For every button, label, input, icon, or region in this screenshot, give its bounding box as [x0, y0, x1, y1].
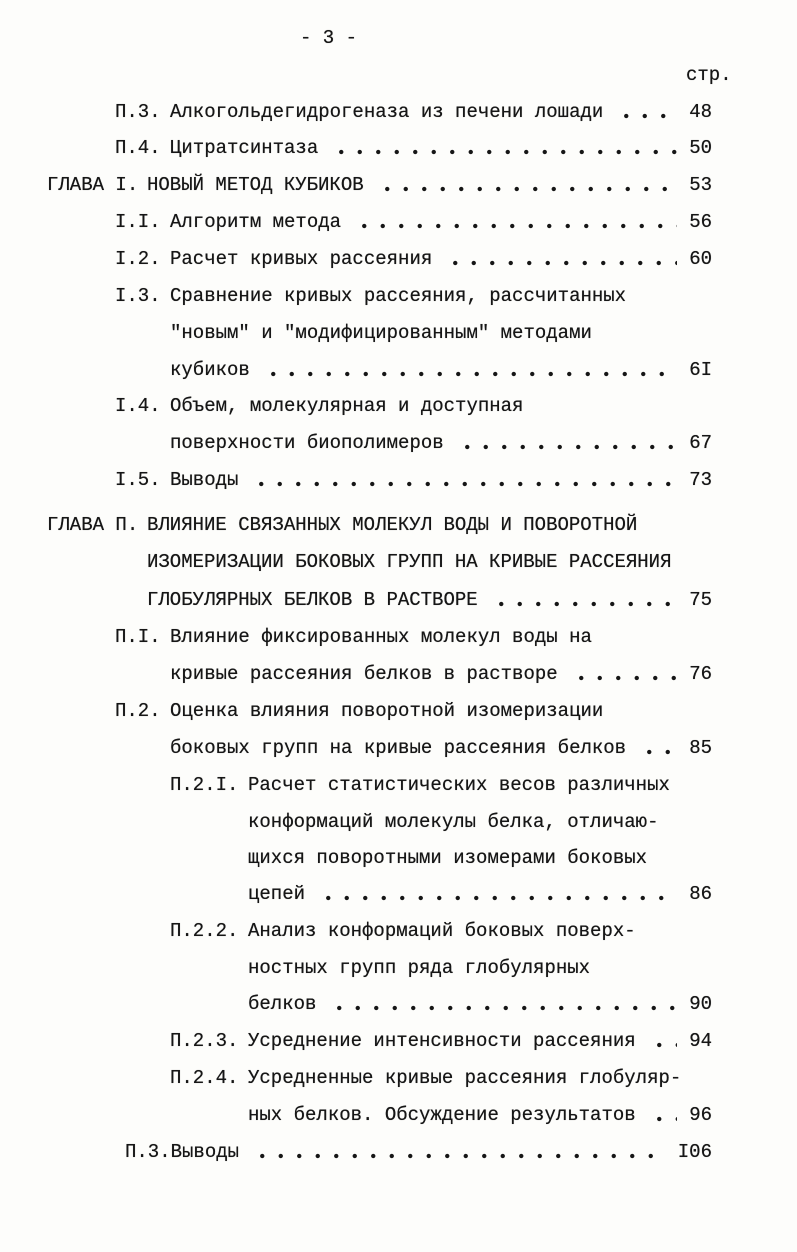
dot-leader [646, 1104, 678, 1126]
page-ref: 86 [689, 883, 712, 905]
dot-leader [249, 1141, 666, 1163]
dot-leader [328, 137, 677, 159]
page-ref: 53 [689, 174, 712, 196]
dot-leader [646, 1030, 678, 1052]
entry-label: П.4. [115, 137, 161, 159]
toc-entry-continuation [170, 432, 712, 454]
dot-leader [326, 993, 677, 1015]
toc-chapter-continuation [147, 589, 712, 611]
entry-title-line: кубиков [170, 359, 250, 381]
subentry-label: П.2.4. [170, 1067, 239, 1089]
page-ref: 56 [689, 211, 712, 233]
toc-entry-continuation [170, 737, 712, 759]
chapter-title-line: ИЗОМЕРИЗАЦИИ БОКОВЫХ ГРУПП НА КРИВЫЕ РАССЕЯНИЯ [147, 551, 672, 573]
toc-subentry-continuation [248, 883, 712, 905]
page-ref: 90 [689, 993, 712, 1015]
chapter-title: ВЛИЯНИЕ СВЯЗАННЫХ МОЛЕКУЛ ВОДЫ И ПОВОРОТНОЙ [147, 514, 638, 536]
toc-entry [115, 101, 712, 123]
toc-entry [115, 395, 712, 417]
toc-entry [115, 626, 712, 648]
toc-subentry-continuation [248, 957, 712, 979]
toc-entry [125, 1141, 712, 1163]
dot-leader [351, 211, 677, 233]
toc-entry [115, 285, 712, 307]
toc-subentry-continuation [248, 993, 712, 1015]
toc-chapter [47, 514, 712, 536]
toc-entry-continuation [170, 359, 712, 381]
toc-entry-continuation [170, 663, 712, 685]
entry-title: Расчет кривых рассеяния [170, 248, 433, 270]
entry-title: Выводы [170, 469, 239, 491]
toc-entry [115, 700, 712, 722]
subentry-title-line: цепей [248, 883, 306, 905]
chapter-title-line: ГЛОБУЛЯРНЫХ БЕЛКОВ В РАСТВОРЕ [147, 589, 478, 611]
entry-label: I.3. [115, 285, 161, 307]
page-ref: 73 [689, 469, 712, 491]
entry-title: Влияние фиксированных молекул воды на [170, 626, 592, 648]
subentry-title-line: ных белков. Обсуждение результатов [248, 1104, 636, 1126]
entry-label: I.2. [115, 248, 161, 270]
page-ref: 50 [689, 137, 712, 159]
entry-label: П.I. [115, 626, 161, 648]
page-ref: 85 [689, 737, 712, 759]
subentry-label: П.2.I. [170, 774, 239, 796]
page-ref: 94 [689, 1030, 712, 1052]
entry-title-line: поверхности биополимеров [170, 432, 444, 454]
toc-entry [115, 469, 712, 491]
page-ref: 67 [689, 432, 712, 454]
page-ref: 75 [689, 589, 712, 611]
entry-title: Алкогольдегидрогеназа из печени лошади [170, 101, 604, 123]
dot-leader [248, 469, 677, 491]
entry-title: Объем, молекулярная и доступная [170, 395, 524, 417]
entry-label: I.4. [115, 395, 161, 417]
toc-subentry [170, 774, 712, 796]
toc-subentry-continuation [248, 1104, 712, 1126]
dot-leader [442, 248, 677, 270]
entry-title: Алгоритм метода [170, 211, 342, 233]
toc-subentry-continuation [248, 811, 712, 833]
entry-label: I.I. [115, 211, 161, 233]
entry-title: Выводы [170, 1141, 240, 1163]
subentry-label: П.2.3. [170, 1030, 239, 1052]
dot-leader [613, 101, 677, 123]
entry-title: Сравнение кривых рассеяния, рассчитанных [170, 285, 627, 307]
dot-leader [636, 737, 677, 759]
dot-leader [315, 883, 677, 905]
toc-entry [115, 211, 712, 233]
entry-title: Цитратсинтаза [170, 137, 319, 159]
entry-label: I.5. [115, 469, 161, 491]
subentry-label: П.2.2. [170, 920, 239, 942]
page-ref: 6I [689, 359, 712, 381]
toc-chapter-continuation [147, 551, 712, 573]
entry-title: Оценка влияния поворотной изомеризации [170, 700, 604, 722]
pages-column-header: стр. [686, 64, 732, 86]
page-ref: I06 [677, 1141, 712, 1163]
dot-leader [260, 359, 677, 381]
entry-label: П.2. [115, 700, 161, 722]
entry-label: П.3. [115, 101, 161, 123]
entry-title-line: кривые рассеяния белков в растворе [170, 663, 558, 685]
toc-subentry [170, 1030, 712, 1052]
subentry-title: Усреднение интенсивности рассеяния [248, 1030, 636, 1052]
subentry-title-line: щихся поворотными изомерами боковых [248, 847, 648, 869]
dot-leader [568, 663, 678, 685]
toc-subentry-continuation [248, 847, 712, 869]
chapter-title: НОВЫЙ МЕТОД КУБИКОВ [147, 174, 364, 196]
subentry-title: Анализ конформаций боковых поверх- [248, 920, 636, 942]
subentry-title: Расчет статистических весов различных [248, 774, 670, 796]
page-ref: 96 [689, 1104, 712, 1126]
toc-entry [115, 137, 712, 159]
entry-title-line: "новым" и "модифицированным" методами [170, 322, 592, 344]
toc-subentry [170, 920, 712, 942]
dot-leader [454, 432, 678, 454]
toc-subentry [170, 1067, 712, 1089]
entry-label: П.3. [125, 1141, 171, 1163]
chapter-label: ГЛАВА I. [47, 174, 139, 196]
dot-leader [374, 174, 678, 196]
subentry-title: Усредненные кривые рассеяния глобуляр- [248, 1067, 682, 1089]
dot-leader [488, 589, 678, 611]
subentry-title-line: ностных групп ряда глобулярных [248, 957, 591, 979]
entry-title-line: боковых групп на кривые рассеяния белков [170, 737, 627, 759]
page-ref: 60 [689, 248, 712, 270]
subentry-title-line: белков [248, 993, 317, 1015]
page-ref: 48 [689, 101, 712, 123]
toc-chapter [47, 174, 712, 196]
toc-entry-continuation [170, 322, 712, 344]
toc-entry [115, 248, 712, 270]
page-number: - 3 - [300, 27, 358, 49]
subentry-title-line: конформаций молекулы белка, отличаю- [248, 811, 659, 833]
chapter-label: ГЛАВА П. [47, 514, 139, 536]
page-ref: 76 [689, 663, 712, 685]
